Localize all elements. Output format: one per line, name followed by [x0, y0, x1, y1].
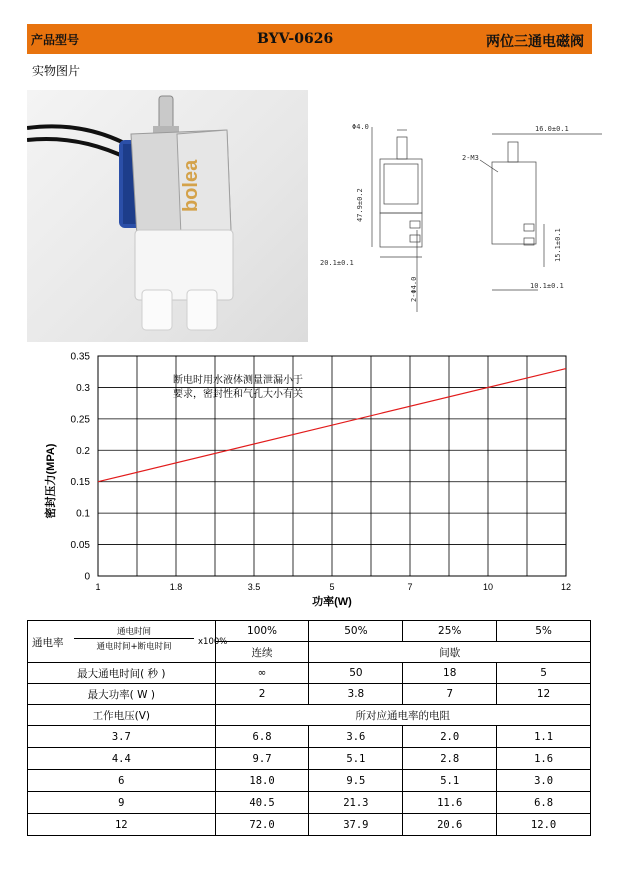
- resistance-value: 72.0: [215, 814, 309, 836]
- table-row: [28, 770, 591, 792]
- mode-intermittent: 间歇: [309, 642, 591, 663]
- dim-diameter-top: Φ4.0: [352, 123, 369, 131]
- resistance-value: 12.0: [497, 814, 591, 836]
- voltage-value: 3.7: [28, 726, 216, 748]
- resistance-value: 11.6: [403, 792, 497, 814]
- voltage-label: 工作电压(V): [28, 705, 216, 726]
- max-power-value: 12: [497, 684, 591, 705]
- resistance-value: 5.1: [403, 770, 497, 792]
- y-axis-ticks: [71, 352, 91, 583]
- resistance-value: 20.6: [403, 814, 497, 836]
- y-tick-label: 0.25: [70, 414, 90, 426]
- x-tick-label: 1.8: [169, 582, 183, 592]
- y-tick-label: 0.1: [76, 508, 90, 520]
- resistance-value: 37.9: [309, 814, 403, 836]
- product-photo: [27, 90, 308, 342]
- max-time-value: 5: [497, 663, 591, 684]
- header-bar: [27, 24, 592, 54]
- solenoid-valve-illustration: [27, 90, 308, 342]
- resistance-value: 21.3: [309, 792, 403, 814]
- table-row: [28, 814, 591, 836]
- dim-width-front: 20.1±0.1: [320, 259, 354, 267]
- y-tick-label: 0.35: [70, 351, 90, 363]
- dim-width-side: 16.0±0.1: [535, 125, 569, 133]
- dim-port-diameter: 2-Φ4.0: [410, 276, 418, 302]
- y-tick-label: 0.05: [70, 540, 90, 552]
- formula-multiplier: x100%: [198, 637, 228, 647]
- max-time-value: 18: [403, 663, 497, 684]
- rate-25: 25%: [403, 621, 497, 642]
- x-tick-label: 5: [329, 582, 335, 592]
- x-axis-label: 功率(W): [312, 596, 352, 608]
- resistance-value: 9.5: [309, 770, 403, 792]
- duty-cycle-header: [28, 621, 228, 663]
- x-axis-ticks: [95, 582, 571, 592]
- technical-drawing: [312, 112, 602, 317]
- resistance-value: 1.1: [497, 726, 591, 748]
- max-power-value: 2: [215, 684, 309, 705]
- model-number: BYV-0626: [257, 31, 334, 47]
- resistance-value: 3.6: [309, 726, 403, 748]
- y-axis-label: 密封压力(MPA): [45, 443, 57, 519]
- x-tick-label: 1: [95, 582, 101, 592]
- dim-height: 47.9±0.2: [356, 188, 364, 222]
- voltage-value: 6: [28, 770, 216, 792]
- resistance-value: 2.8: [403, 748, 497, 770]
- resistance-value: 1.6: [497, 748, 591, 770]
- y-tick-label: 0.2: [76, 445, 90, 457]
- max-time-value: 50: [309, 663, 403, 684]
- dim-mount-thread: 2-M3: [462, 154, 479, 162]
- duty-cycle-label: 通电率: [32, 637, 64, 649]
- dim-depth: 10.1±0.1: [530, 282, 564, 290]
- y-tick-label: 0.3: [76, 382, 90, 394]
- resistance-value: 9.7: [215, 748, 309, 770]
- model-label: 产品型号: [31, 33, 80, 47]
- resistance-value: 5.1: [309, 748, 403, 770]
- table-row: [28, 792, 591, 814]
- rate-5: 5%: [497, 621, 591, 642]
- chart-annotation-line1: 断电时用水液体测量泄漏小于: [173, 375, 303, 386]
- max-power-value: 7: [403, 684, 497, 705]
- max-time-value: ∞: [215, 663, 309, 684]
- voltage-value: 4.4: [28, 748, 216, 770]
- duty-cycle-formula: [74, 625, 194, 652]
- resistance-value: 3.0: [497, 770, 591, 792]
- resistance-value: 18.0: [215, 770, 309, 792]
- max-power-value: 3.8: [309, 684, 403, 705]
- resistance-rows: [28, 726, 591, 836]
- resistance-value: 6.8: [215, 726, 309, 748]
- resistance-label: 所对应通电率的电阻: [215, 705, 590, 726]
- dim-port-height: 15.1±0.1: [554, 228, 562, 262]
- rate-50: 50%: [309, 621, 403, 642]
- x-tick-label: 10: [482, 582, 494, 592]
- rate-100: 100%: [215, 621, 309, 642]
- mode-continuous: 连续: [215, 642, 309, 663]
- max-power-label: 最大功率( W ): [28, 684, 216, 705]
- pressure-power-chart: [40, 346, 600, 611]
- max-time-label: 最大通电时间( 秒 ): [28, 663, 216, 684]
- y-tick-label: 0: [84, 571, 90, 583]
- chart-grid: [98, 356, 566, 576]
- x-tick-label: 12: [560, 582, 572, 592]
- formula-denominator: 通电时间+断电时间: [96, 642, 172, 652]
- resistance-value: 6.8: [497, 792, 591, 814]
- table-row: [28, 726, 591, 748]
- x-tick-label: 3.5: [247, 582, 261, 592]
- brand-logo: bolea: [180, 159, 202, 212]
- voltage-value: 9: [28, 792, 216, 814]
- spec-table: [27, 620, 591, 836]
- voltage-value: 12: [28, 814, 216, 836]
- y-tick-label: 0.15: [70, 477, 90, 489]
- table-row: [28, 748, 591, 770]
- formula-numerator: 通电时间: [74, 625, 194, 639]
- photo-section-title: 实物图片: [32, 64, 81, 78]
- chart-annotation-line2: 要求，密封性和气孔大小有关: [173, 389, 303, 400]
- x-tick-label: 7: [407, 582, 413, 592]
- product-name: 两位三通电磁阀: [486, 34, 584, 50]
- resistance-value: 40.5: [215, 792, 309, 814]
- resistance-value: 2.0: [403, 726, 497, 748]
